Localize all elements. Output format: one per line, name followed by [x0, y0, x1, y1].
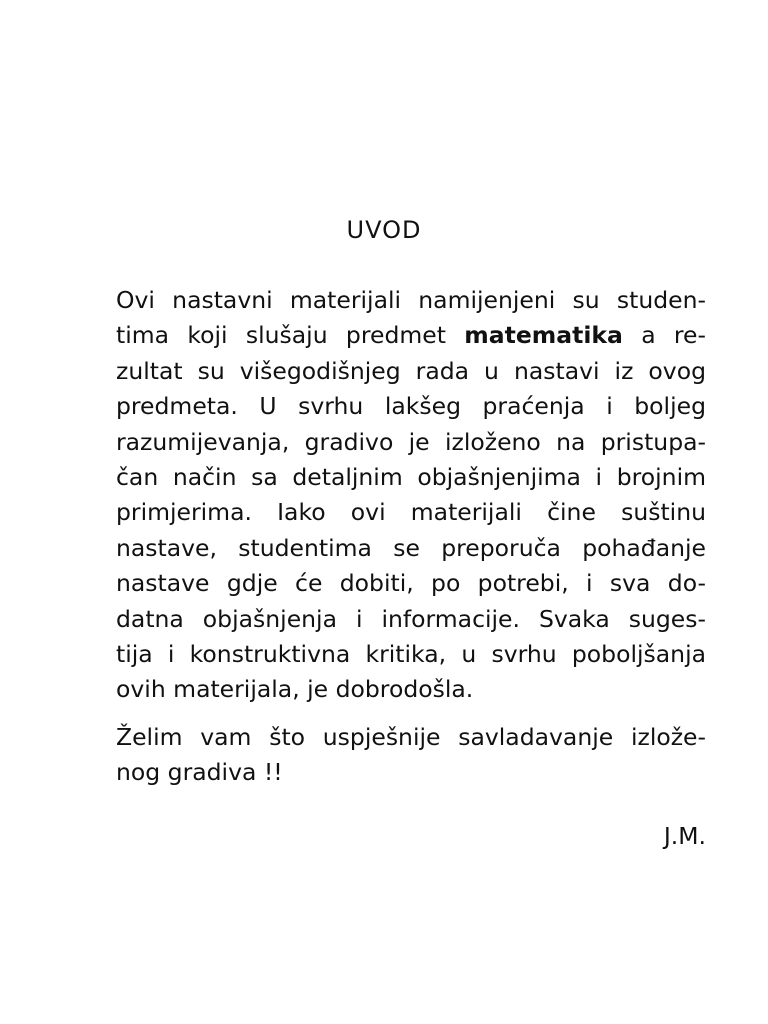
text-line: Ovi nastavni materijali namijenjeni su studen-	[116, 286, 706, 314]
text-line: nastave, studentima se preporuča pohađanje	[116, 533, 706, 562]
closing-paragraph	[116, 720, 706, 791]
text-line: datna objašnjenja i informacije. Svaka suges-	[116, 604, 706, 633]
text-line: čan način sa detaljnim objašnjenjima i brojnim	[116, 462, 706, 491]
author-signature: J.M.	[663, 822, 706, 850]
paragraph-gap	[116, 708, 706, 720]
text-line: ovih materijala, je dobrodošla.	[116, 675, 474, 704]
text-fragment: a re-	[622, 321, 706, 350]
text-line: tija i konstruktivna kritika, u svrhu poboljšanja	[116, 639, 706, 668]
text-line: nog gradiva !!	[116, 758, 283, 787]
text-line: primjerima. Iako ovi materijali čine suštinu	[116, 498, 706, 527]
document-body	[116, 283, 706, 790]
text-line	[116, 318, 706, 353]
text-fragment: tima koji slušaju predmet	[116, 321, 465, 350]
bold-subject-word: matematika	[464, 321, 623, 350]
text-line: nastave gdje će dobiti, po potrebi, i sva do-	[116, 569, 706, 598]
text-line: predmeta. U svrhu lakšeg praćenja i boljeg	[116, 392, 706, 421]
text-line: razumijevanja, gradivo je izloženo na pristupa-	[116, 427, 706, 456]
page-title: UVOD	[346, 216, 422, 244]
intro-paragraph	[116, 283, 706, 708]
text-line: zultat su višegodišnjeg rada u nastavi iz ovog	[116, 356, 706, 385]
text-line: Želim vam što uspješnije savladavanje izlože-	[116, 722, 706, 751]
